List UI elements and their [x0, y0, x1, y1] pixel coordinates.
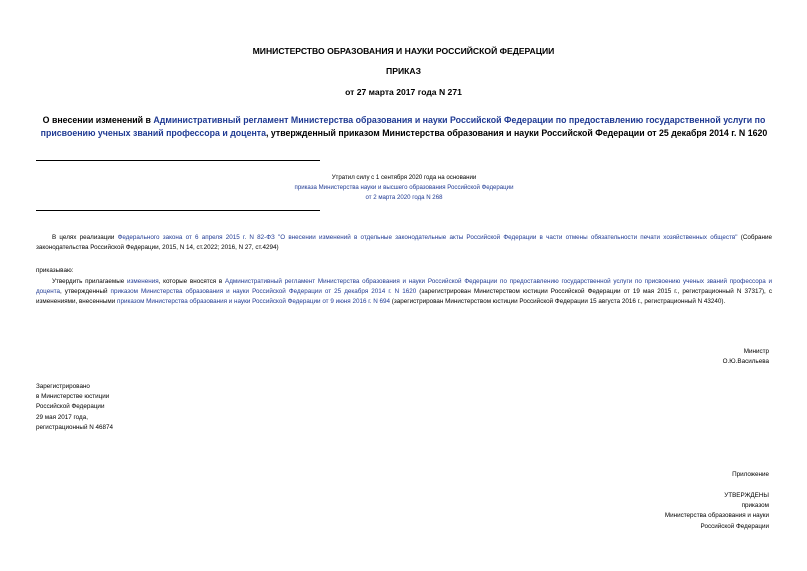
approve-text-2: , которые вносятся в — [158, 278, 225, 285]
approved-line: УТВЕРЖДЕНЫ — [724, 492, 769, 499]
registration-block — [36, 382, 236, 433]
signer-block — [569, 347, 769, 367]
paragraph-approve — [36, 277, 772, 308]
approved-line: Российской Федерации — [700, 522, 769, 530]
registration-line: Зарегистрировано — [36, 383, 90, 390]
heading-regulation-link[interactable]: Административный регламент Министерства образования и науки Российской Федерации по предоставлению государственной услуги по присвоению ученых званий профессора и доцента — [40, 115, 766, 138]
document-heading — [36, 114, 772, 139]
signer-title: Министр — [743, 348, 769, 355]
order-date: от 27 марта 2017 года N 271 — [345, 87, 462, 97]
bottom-divider — [36, 210, 320, 211]
top-divider — [36, 160, 320, 161]
approved-line: Министерства образования и науки — [664, 512, 769, 520]
order-word: приказываю: — [36, 267, 74, 274]
lost-force-order-link[interactable]: приказа Министерства науки и высшего образования Российской Федерации — [294, 184, 514, 191]
paragraph-purpose-suffix: (Собрание законодательства Российской Федерации, 2015, N 14, ст.2022; 2016, N 27, ст.4294) — [36, 234, 772, 252]
approved-line: приказом — [741, 502, 769, 510]
heading-suffix: , утвержденный приказом Министерства образования и науки Российской Федерации от 25 декабря 2014 г. N 1620 — [266, 127, 768, 138]
lost-force-line1: Утратил силу с 1 сентября 2020 года на основании — [331, 174, 477, 181]
paragraph-purpose-prefix: В целях реализации — [52, 234, 118, 241]
registration-line: в Министерстве юстиции — [36, 393, 110, 401]
heading-prefix: О внесении изменений в — [42, 115, 154, 125]
paragraph-purpose — [36, 233, 772, 253]
approved-block — [549, 491, 769, 532]
regulation-link[interactable]: Административный регламент Министерства образования и науки Российской Федерации по предоставлению государственной услуги по присвоению ученых званий профессора и доцента — [36, 278, 772, 296]
order-title: ПРИКАЗ — [386, 66, 421, 76]
approve-text-1: Утвердить прилагаемые — [52, 278, 127, 285]
federal-law-link[interactable]: Федерального закона от 6 апреля 2015 г. N 82-ФЗ "О внесении изменений в отдельные законодательные акты Российской Федерации в части отмены обязательности печати хозяйственных обществ" — [117, 234, 738, 241]
approve-text-4: (зарегистрирован Министерством юстиции Российской Федерации от 19 мая 2015 г., регистрационный N 37317), с изменениями, внесенными — [36, 288, 772, 306]
lost-force-note — [36, 173, 772, 203]
approve-text-3: , утвержденный — [60, 288, 111, 296]
order-1620-link[interactable]: приказом Министерства образования и науки Российской Федерации от 25 декабря 2014 г. N 1620 — [110, 288, 417, 296]
registration-line: 29 мая 2017 года, — [36, 413, 88, 421]
order-694-link[interactable]: приказом Министерства образования и науки Российской Федерации от 9 июня 2016 г. N 694 — [117, 298, 391, 306]
lost-force-date-link[interactable]: от 2 марта 2020 года N 268 — [365, 194, 443, 201]
signer-name: О.Ю.Васильева — [722, 358, 769, 366]
registration-line: Российской Федерации — [36, 403, 105, 411]
registration-line: регистрационный N 46874 — [36, 423, 114, 431]
approve-text-5: (зарегистрирован Министерством юстиции Российской Федерации 15 августа 2016 г., регистрационный N 43240). — [390, 298, 726, 306]
appendix-label: Приложение — [732, 471, 769, 478]
ministry-title: МИНИСТЕРСТВО ОБРАЗОВАНИЯ И НАУКИ РОССИЙСКОЙ ФЕДЕРАЦИИ — [252, 46, 555, 56]
changes-link[interactable]: изменения — [127, 278, 159, 285]
